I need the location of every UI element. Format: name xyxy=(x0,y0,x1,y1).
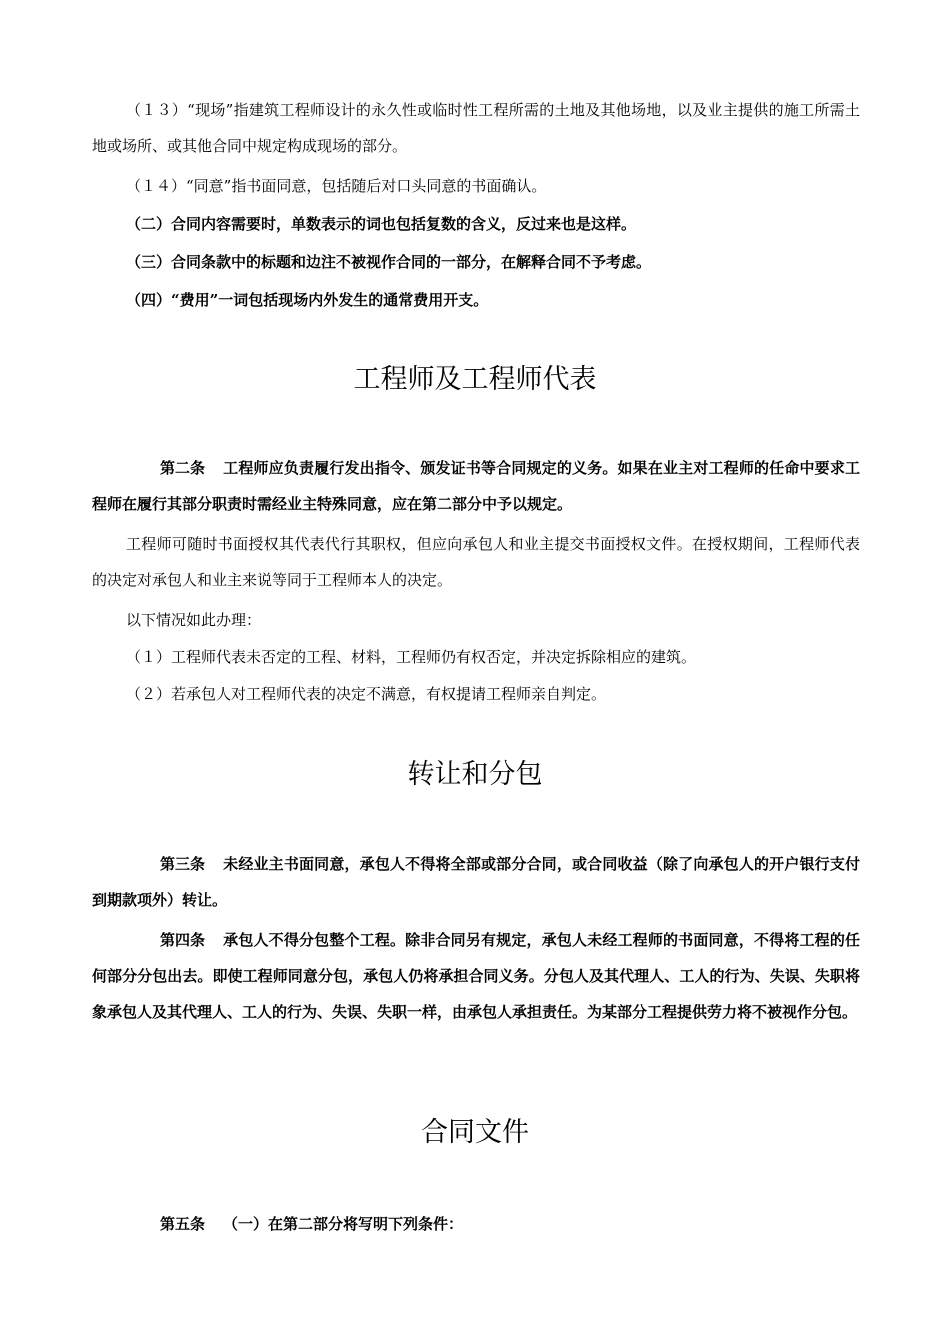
article-2 xyxy=(92,450,860,522)
article-3-text: 未经业主书面同意，承包人不得将全部或部分合同，或合同收益（除了向承包人的开户银行支付到期款项外）转让。 xyxy=(92,855,860,909)
article-5 xyxy=(92,1206,860,1242)
article-4-text: 承包人不得分包整个工程。除非合同另有规定，承包人未经工程师的书面同意，不得将工程的任何部分分包出去。即使工程师同意分包，承包人仍将承担合同义务。分包人及其代理人、工人的行为、失误、失职将象承包人及其代理人、工人的行为、失误、失职一样，由承包人承担责任。为某部分工程提供劳力将不被视作分包。 xyxy=(92,931,860,1021)
section-heading-engineer: 工程师及工程师代表 xyxy=(353,364,597,395)
article-4-label: 第四条 xyxy=(160,931,206,949)
article-5-label: 第五条 xyxy=(160,1215,206,1233)
article-2-text: 工程师应负责履行发出指令、颁发证书等合同规定的义务。如果在业主对工程师的任命中要求工程师在履行其部分职责时需经业主特殊同意，应在第二部分中予以规定。 xyxy=(92,459,860,513)
article-2-item-2: （２）若承包人对工程师代表的决定不满意，有权提请工程师亲自判定。 xyxy=(126,685,607,703)
article-2-para-2: 工程师可随时书面授权其代表代行其职权，但应向承包人和业主提交书面授权文件。在授权期间，工程师代表的决定对承包人和业主来说等同于工程师本人的决定。 xyxy=(92,535,860,589)
article-4 xyxy=(92,922,860,1030)
paragraph-si: （四）“费用”一词包括现场内外发生的通常费用开支。 xyxy=(126,291,489,309)
paragraph-er: （二）合同内容需要时，单数表示的词也包括复数的含义，反过来也是这样。 xyxy=(126,215,637,233)
paragraph-san: （三）合同条款中的标题和边注不被视作合同的一部分，在解释合同不予考虑。 xyxy=(126,253,652,271)
article-3 xyxy=(92,846,860,918)
article-2-para-3: 以下情况如此办理： xyxy=(126,611,262,629)
article-3-label: 第三条 xyxy=(160,855,206,873)
paragraph-14: （１４）“同意”指书面同意，包括随后对口头同意的书面确认。 xyxy=(126,177,547,195)
article-5-text: （一）在第二部分将写明下列条件： xyxy=(223,1215,464,1233)
article-2-item-1: （１）工程师代表未否定的工程、材料，工程师仍有权否定，并决定拆除相应的建筑。 xyxy=(126,648,697,666)
section-heading-assignment: 转让和分包 xyxy=(407,759,543,790)
section-heading-contract-documents: 合同文件 xyxy=(421,1117,529,1148)
article-2-label: 第二条 xyxy=(160,459,206,477)
paragraph-13: （１３）“现场”指建筑工程师设计的永久性或临时性工程所需的土地及其他场地，以及业主提供的施工所需土地或场所、或其他合同中规定构成现场的部分。 xyxy=(92,101,860,155)
